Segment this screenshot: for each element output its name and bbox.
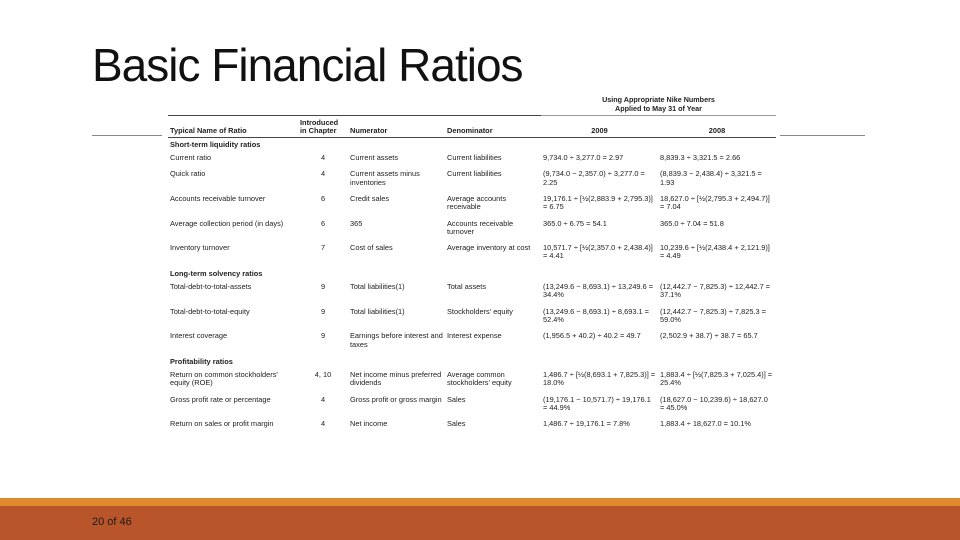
section-header-row — [168, 355, 776, 369]
table-row — [168, 330, 776, 355]
value-2008-cell: (18,627.0 − 10,239.6) ÷ 18,627.0 = 45.0% — [660, 394, 768, 413]
value-2009-cell: 1,486.7 ÷ [½(8,693.1 + 7,825.3)] = 18.0% — [543, 370, 656, 388]
section-header-row — [168, 267, 776, 281]
header-2008: 2008 — [658, 116, 776, 138]
chapter-cell: 4 — [320, 153, 326, 163]
value-2008-cell: 1,883.4 ÷ [½(7,825.3 + 7,025.4)] = 25.4% — [660, 370, 773, 388]
numerator-cell: 365 — [350, 218, 363, 228]
chapter-cell: 9 — [320, 282, 326, 292]
chapter-cell: 4 — [320, 169, 326, 179]
numerator-cell: Current assets — [350, 153, 399, 163]
header-ratio-name: Typical Name of Ratio — [168, 116, 298, 138]
value-2008-cell: 10,239.6 ÷ [½(2,438.4 + 2,121.9)] = 4.49 — [660, 243, 770, 261]
table-header-row — [168, 116, 776, 138]
section-header-row — [168, 137, 776, 152]
value-2009-cell: 1,486.7 ÷ 19,176.1 = 7.8% — [543, 419, 630, 429]
chapter-cell: 4 — [320, 394, 326, 404]
chapter-cell: 9 — [320, 306, 326, 316]
value-2009-cell: (19,176.1 − 10,571.7) ÷ 19,176.1 = 44.9% — [543, 394, 651, 413]
value-2008-cell: (8,839.3 − 2,438.4) ÷ 3,321.5 = 1.93 — [660, 169, 762, 187]
financial-ratio-table — [168, 96, 776, 435]
ratio-name-cell: Interest coverage — [170, 331, 228, 341]
chapter-cell: 9 — [320, 331, 326, 341]
value-2008-cell: (2,502.9 + 38.7) ÷ 38.7 = 65.7 — [660, 331, 758, 341]
footer-accent-bar — [0, 498, 960, 506]
page-number: 20 of 46 — [92, 516, 132, 528]
table-row — [168, 242, 776, 267]
value-2009-cell: 10,571.7 ÷ [½(2,357.0 + 2,438.4)] = 4.41 — [543, 243, 653, 261]
numerator-cell: Gross profit or gross margin — [350, 394, 442, 404]
denominator-cell: Stockholders' equity — [447, 306, 513, 316]
ratio-name-cell: Average collection period (in days) — [170, 218, 284, 228]
header-2009: 2009 — [541, 116, 658, 138]
chapter-cell: 6 — [320, 193, 326, 203]
value-2008-cell: (12,442.7 − 7,825.3) ÷ 12,442.7 = 37.1% — [660, 282, 771, 300]
chapter-cell: 7 — [320, 243, 326, 253]
footer-bar — [0, 506, 960, 540]
value-2009-cell: 365.0 ÷ 6.75 = 54.1 — [543, 218, 607, 228]
denominator-cell: Current liabilities — [447, 169, 502, 179]
ratio-name-cell: Inventory turnover — [170, 243, 230, 253]
numerator-cell: Net income minus preferred dividends — [350, 370, 442, 388]
value-2008-cell: 18,627.0 ÷ [½(2,795.3 + 2,494.7)] = 7.04 — [660, 193, 770, 212]
table-top-note: Using Appropriate Nike Numbers Applied to May 31 of Year — [541, 96, 776, 116]
numerator-cell: Total liabilities(1) — [350, 306, 405, 316]
value-2008-cell: (12,442.7 − 7,825.3) ÷ 7,825.3 = 59.0% — [660, 306, 766, 324]
table-row — [168, 369, 776, 394]
numerator-cell: Current assets minus inventories — [350, 169, 420, 187]
value-2009-cell: (13,249.6 − 8,693.1) ÷ 13,249.6 = 34.4% — [543, 282, 654, 300]
section-title: Short-term liquidity ratios — [170, 139, 261, 149]
denominator-cell: Average common stockholders' equity — [447, 370, 512, 388]
value-2009-cell: (1,956.5 + 40.2) ÷ 40.2 = 49.7 — [543, 331, 641, 341]
denominator-cell: Current liabilities — [447, 153, 502, 163]
chapter-cell: 6 — [320, 218, 326, 228]
denominator-cell: Average inventory at cost — [447, 243, 531, 253]
header-denominator: Denominator — [445, 116, 541, 138]
ratio-name-cell: Total-debt-to-total-assets — [170, 282, 252, 292]
value-2008-cell: 1,883.4 ÷ 18,627.0 = 10.1% — [660, 419, 751, 429]
table-row — [168, 306, 776, 331]
numerator-cell: Cost of sales — [350, 243, 393, 253]
ratio-name-cell: Return on sales or profit margin — [170, 419, 274, 429]
value-2008-cell: 365.0 ÷ 7.04 = 51.8 — [660, 218, 724, 228]
denominator-cell: Total assets — [447, 282, 487, 292]
ratio-name-cell: Accounts receivable turnover — [170, 193, 266, 203]
section-title: Profitability ratios — [170, 356, 233, 366]
slide-title: Basic Financial Ratios — [92, 39, 523, 91]
table-row — [168, 193, 776, 218]
table-row — [168, 168, 776, 193]
denominator-cell: Sales — [447, 394, 466, 404]
ratio-name-cell: Total-debt-to-total-equity — [170, 306, 250, 316]
value-2008-cell: 8,839.3 ÷ 3,321.5 = 2.66 — [660, 153, 741, 163]
table-body — [168, 137, 776, 434]
numerator-cell: Credit sales — [350, 193, 390, 203]
table-top-note-row — [168, 96, 776, 116]
header-chapter: Introduced in Chapter — [298, 116, 348, 138]
title-divider-right — [780, 135, 865, 136]
title-divider-left — [92, 135, 162, 136]
table-row — [168, 394, 776, 419]
table-row — [168, 152, 776, 168]
denominator-cell: Interest expense — [447, 331, 502, 341]
numerator-cell: Net income — [350, 419, 388, 429]
ratio-name-cell: Quick ratio — [170, 169, 206, 179]
ratio-name-cell: Gross profit rate or percentage — [170, 394, 271, 404]
table-row — [168, 418, 776, 434]
ratio-name-cell: Return on common stockholders' equity (ROE) — [170, 370, 278, 388]
chapter-cell: 4 — [320, 419, 326, 429]
value-2009-cell: (9,734.0 − 2,357.0) ÷ 3,277.0 = 2.25 — [543, 169, 645, 187]
header-numerator: Numerator — [348, 116, 445, 138]
denominator-cell: Accounts receivable turnover — [447, 218, 514, 236]
ratio-table-container — [168, 96, 776, 476]
numerator-cell: Total liabilities(1) — [350, 282, 405, 292]
table-row — [168, 218, 776, 243]
denominator-cell: Average accounts receivable — [447, 193, 507, 212]
value-2009-cell: 19,176.1 ÷ [½(2,883.9 + 2,795.3)] = 6.75 — [543, 193, 653, 212]
chapter-cell: 4, 10 — [314, 370, 332, 380]
numerator-cell: Earnings before interest and taxes — [350, 331, 443, 349]
value-2009-cell: (13,249.6 − 8,693.1) ÷ 8,693.1 = 52.4% — [543, 306, 649, 324]
table-row — [168, 281, 776, 306]
denominator-cell: Sales — [447, 419, 466, 429]
ratio-name-cell: Current ratio — [170, 153, 212, 163]
value-2009-cell: 9,734.0 ÷ 3,277.0 = 2.97 — [543, 153, 624, 163]
section-title: Long-term solvency ratios — [170, 268, 263, 278]
